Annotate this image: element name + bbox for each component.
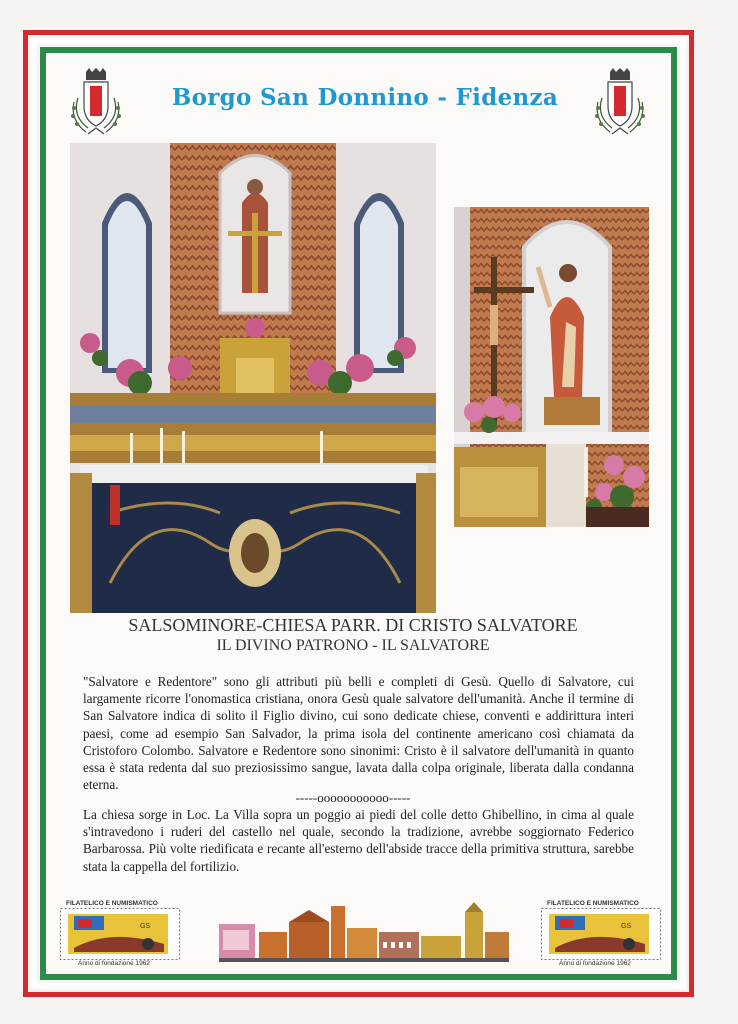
- town-skyline-icon: [219, 902, 509, 962]
- stamp-value-text: GS: [621, 923, 632, 930]
- stamp-club-label: FILATELICO E NUMISMATICO: [547, 900, 639, 907]
- stamp-club-label: FILATELICO E NUMISMATICO: [66, 900, 158, 907]
- stamp-icon: [60, 908, 180, 960]
- philatelic-stamp-left: [60, 900, 180, 967]
- stamp-value-text: GS: [140, 923, 151, 930]
- church-subheading: IL DIVINO PATRONO - IL SALVATORE: [216, 637, 490, 654]
- church-heading: SALSOMINORE-CHIESA PARR. DI CRISTO SALVATORE: [128, 615, 578, 635]
- philatelic-stamp-right: [541, 900, 661, 967]
- text-separator: -----ooooooooooo-----: [295, 790, 411, 805]
- coat-of-arms-icon: [590, 68, 650, 140]
- stamp-foundation-label: Anno di fondazione 1962: [559, 960, 631, 967]
- page-title: Borgo San Donnino - Fidenza: [171, 84, 559, 111]
- stamp-icon: [541, 908, 661, 960]
- statue-photo: [454, 207, 649, 527]
- stamp-foundation-label: Anno di fondazione 1962: [78, 960, 150, 967]
- body-paragraph-2: La chiesa sorge in Loc. La Villa sopra un poggio ai piedi del colle detto Ghibellino, in cima al quale s'intravedono i ruderi del castello nel quale, secondo la tradizione, avrebbe soggiornato Federico Barbarossa. Più volte riedificata e recante all'esterno dell'abside tracce della primitiva struttura, sarebbe stata la cappella del fortilizio.: [83, 807, 634, 874]
- altar-photo: [70, 143, 436, 613]
- body-paragraph-1: "Salvatore e Redentore" sono gli attributi più belli e completi di Gesù. Quello di Salvatore, cui largamente ricorre l'onomastica cristiana, onora Gesù quale salvatore dell'umanità. Anche il termine di San Salvatore indica di solito il Figlio divino, cui sono dedicate chiese, conventi e addirittura interi paesi, come ad esempio San Salvador, la prima isola del continente americano così chiamata da Cristoforo Colombo. Salvatore e Redentore sono sinonimi: Cristo è il salvatore dell'umanità in quanto essa è stata redenta dal suo preziosissimo sangue, lavata dalla colpa originale, liberata dalla condanna eterna.: [83, 674, 634, 793]
- coat-of-arms-icon: [66, 68, 126, 140]
